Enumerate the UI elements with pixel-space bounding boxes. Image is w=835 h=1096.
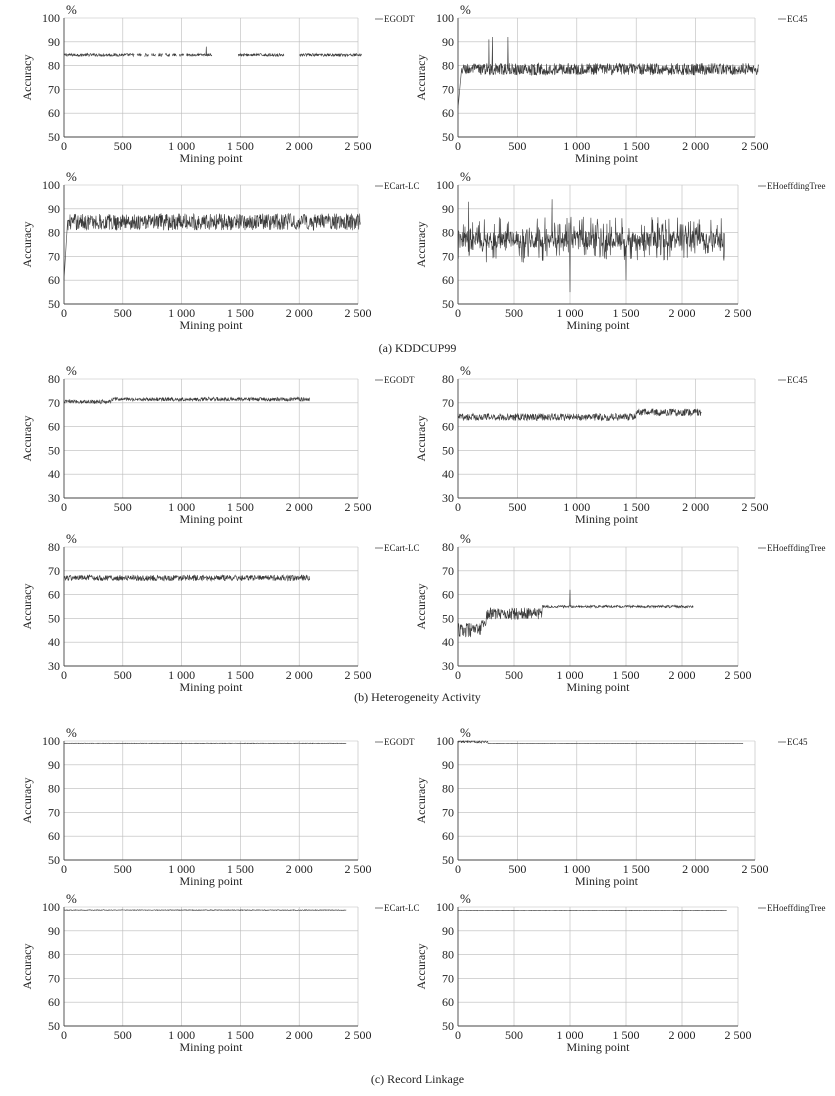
chart-b2 (414, 363, 808, 526)
x-tick-label: 1 500 (613, 1028, 640, 1042)
y-tick-label: 60 (442, 829, 454, 843)
series-line-ECart-LC (64, 214, 360, 281)
y-axis-label: Accuracy (414, 222, 428, 268)
x-tick-label: 2 000 (286, 306, 313, 320)
y-tick-label: 100 (42, 178, 60, 192)
y-tick-label: 70 (442, 82, 454, 96)
caption-record-linkage: (c) Record Linkage (0, 1072, 835, 1087)
series-line-EHoeffdingTree (458, 590, 693, 637)
y-axis-label: Accuracy (20, 222, 34, 268)
x-axis-label: Mining point (179, 1040, 243, 1054)
y-tick-label: 50 (442, 1019, 454, 1033)
y-axis-label: Accuracy (414, 944, 428, 990)
y-tick-label: 80 (48, 948, 60, 962)
legend-entry: EGODT (384, 375, 415, 385)
x-tick-label: 500 (114, 862, 132, 876)
x-tick-label: 2 000 (669, 1028, 696, 1042)
y-tick-label: 70 (442, 249, 454, 263)
y-tick-label: 100 (42, 734, 60, 748)
y-tick-label: 100 (436, 734, 454, 748)
chart-c2 (414, 725, 808, 888)
y-tick-label: 80 (442, 59, 454, 73)
unit-label: % (460, 531, 471, 546)
x-tick-label: 2 500 (725, 668, 752, 682)
x-tick-label: 500 (114, 1028, 132, 1042)
x-tick-label: 0 (455, 139, 461, 153)
chart-b3 (20, 531, 420, 694)
x-tick-label: 0 (455, 668, 461, 682)
y-axis-label: Accuracy (414, 55, 428, 101)
x-axis-label: Mining point (179, 151, 243, 165)
y-tick-label: 70 (442, 805, 454, 819)
x-axis-label: Mining point (575, 151, 639, 165)
series-line-EC45 (458, 409, 702, 421)
x-tick-label: 2 500 (345, 500, 372, 514)
y-tick-label: 50 (48, 1019, 60, 1033)
y-tick-label: 70 (442, 564, 454, 578)
x-tick-label: 1 000 (557, 1028, 584, 1042)
y-tick-label: 80 (48, 226, 60, 240)
chart-c3 (20, 891, 420, 1054)
y-tick-label: 80 (442, 948, 454, 962)
y-tick-label: 70 (48, 396, 60, 410)
y-axis-label: Accuracy (20, 944, 34, 990)
x-axis-label: Mining point (179, 318, 243, 332)
series-line-EC45 (458, 741, 743, 744)
y-axis-label: Accuracy (20, 416, 34, 462)
y-tick-label: 60 (442, 420, 454, 434)
x-tick-label: 2 500 (725, 306, 752, 320)
series-line-EGODT (64, 47, 362, 57)
y-tick-label: 70 (48, 564, 60, 578)
y-tick-label: 40 (442, 635, 454, 649)
x-tick-label: 500 (508, 862, 526, 876)
x-tick-label: 1 000 (168, 1028, 195, 1042)
y-tick-label: 50 (442, 443, 454, 457)
series-line-EC45 (458, 37, 759, 108)
x-tick-label: 500 (114, 139, 132, 153)
y-tick-label: 60 (48, 829, 60, 843)
x-tick-label: 500 (508, 500, 526, 514)
x-tick-label: 0 (61, 500, 67, 514)
legend-entry: EHoeffdingTree (767, 543, 826, 553)
legend-entry: EC45 (787, 375, 808, 385)
x-tick-label: 2 000 (286, 139, 313, 153)
x-tick-label: 2 000 (286, 862, 313, 876)
series-line-EGODT (64, 743, 346, 744)
x-tick-label: 2 000 (286, 668, 313, 682)
x-tick-label: 2 500 (345, 306, 372, 320)
y-tick-label: 90 (48, 924, 60, 938)
x-tick-label: 0 (61, 668, 67, 682)
x-tick-label: 2 000 (669, 306, 696, 320)
unit-label: % (66, 531, 77, 546)
x-tick-label: 2 500 (345, 862, 372, 876)
y-tick-label: 50 (442, 130, 454, 144)
y-tick-label: 100 (436, 11, 454, 25)
y-tick-label: 90 (442, 35, 454, 49)
x-tick-label: 500 (508, 139, 526, 153)
legend-entry: ECart-LC (384, 543, 420, 553)
y-tick-label: 80 (48, 540, 60, 554)
unit-label: % (66, 2, 77, 17)
x-tick-label: 1 500 (227, 1028, 254, 1042)
x-tick-label: 1 000 (168, 139, 195, 153)
unit-label: % (460, 363, 471, 378)
x-tick-label: 1 000 (563, 139, 590, 153)
x-tick-label: 2 500 (725, 1028, 752, 1042)
chart-c4 (414, 891, 826, 1054)
y-tick-label: 60 (442, 273, 454, 287)
y-axis-label: Accuracy (20, 584, 34, 630)
y-tick-label: 50 (48, 443, 60, 457)
y-tick-label: 70 (442, 971, 454, 985)
y-tick-label: 80 (48, 372, 60, 386)
x-tick-label: 0 (455, 500, 461, 514)
y-tick-label: 30 (442, 491, 454, 505)
y-tick-label: 50 (48, 853, 60, 867)
x-tick-label: 2 000 (669, 668, 696, 682)
x-tick-label: 0 (61, 139, 67, 153)
x-tick-label: 1 500 (613, 306, 640, 320)
x-tick-label: 1 000 (557, 668, 584, 682)
x-tick-label: 1 500 (613, 668, 640, 682)
y-tick-label: 80 (48, 782, 60, 796)
x-tick-label: 0 (455, 306, 461, 320)
x-tick-label: 1 000 (168, 668, 195, 682)
y-tick-label: 30 (48, 659, 60, 673)
x-tick-label: 0 (61, 306, 67, 320)
y-tick-label: 50 (442, 611, 454, 625)
caption-heterogeneity-activity: (b) Heterogeneity Activity (0, 690, 835, 705)
x-axis-label: Mining point (566, 318, 630, 332)
y-tick-label: 60 (442, 106, 454, 120)
x-tick-label: 2 500 (345, 668, 372, 682)
x-tick-label: 2 000 (682, 862, 709, 876)
y-tick-label: 50 (48, 297, 60, 311)
x-tick-label: 0 (61, 862, 67, 876)
y-tick-label: 30 (442, 659, 454, 673)
y-tick-label: 80 (442, 226, 454, 240)
y-tick-label: 90 (48, 758, 60, 772)
chart-a4 (414, 169, 826, 332)
y-tick-label: 100 (436, 900, 454, 914)
y-tick-label: 50 (442, 297, 454, 311)
y-tick-label: 70 (48, 805, 60, 819)
x-tick-label: 1 000 (563, 500, 590, 514)
x-tick-label: 500 (114, 306, 132, 320)
y-tick-label: 60 (48, 106, 60, 120)
x-axis-label: Mining point (179, 680, 243, 694)
x-axis-label: Mining point (179, 874, 243, 888)
x-tick-label: 1 500 (227, 668, 254, 682)
y-tick-label: 60 (48, 273, 60, 287)
x-tick-label: 2 500 (742, 862, 769, 876)
legend-entry: ECart-LC (384, 181, 420, 191)
x-tick-label: 500 (505, 306, 523, 320)
y-tick-label: 80 (442, 782, 454, 796)
x-axis-label: Mining point (575, 874, 639, 888)
legend-entry: EHoeffdingTree (767, 181, 826, 191)
legend-entry: ECart-LC (384, 903, 420, 913)
x-tick-label: 0 (61, 1028, 67, 1042)
x-tick-label: 2 500 (742, 500, 769, 514)
unit-label: % (460, 2, 471, 17)
x-tick-label: 1 000 (168, 306, 195, 320)
series-line-EHoeffdingTree (458, 199, 725, 292)
y-axis-label: Accuracy (20, 778, 34, 824)
x-axis-label: Mining point (179, 512, 243, 526)
x-tick-label: 2 000 (682, 139, 709, 153)
y-tick-label: 60 (442, 588, 454, 602)
chart-b1 (20, 363, 415, 526)
x-tick-label: 2 000 (682, 500, 709, 514)
chart-b4 (414, 531, 826, 694)
x-tick-label: 1 500 (227, 139, 254, 153)
y-tick-label: 100 (42, 11, 60, 25)
y-tick-label: 50 (48, 611, 60, 625)
unit-label: % (66, 169, 77, 184)
unit-label: % (66, 725, 77, 740)
y-tick-label: 40 (48, 467, 60, 481)
x-axis-label: Mining point (575, 512, 639, 526)
legend-entry: EGODT (384, 14, 415, 24)
y-axis-label: Accuracy (414, 416, 428, 462)
legend-entry: EC45 (787, 14, 808, 24)
y-tick-label: 70 (48, 971, 60, 985)
y-tick-label: 40 (442, 467, 454, 481)
x-tick-label: 1 000 (168, 862, 195, 876)
legend-entry: EC45 (787, 737, 808, 747)
unit-label: % (66, 363, 77, 378)
y-tick-label: 50 (442, 853, 454, 867)
y-tick-label: 70 (48, 82, 60, 96)
y-tick-label: 90 (48, 35, 60, 49)
y-axis-label: Accuracy (20, 55, 34, 101)
x-tick-label: 0 (455, 862, 461, 876)
y-tick-label: 80 (442, 540, 454, 554)
x-tick-label: 0 (455, 1028, 461, 1042)
y-tick-label: 50 (48, 130, 60, 144)
y-tick-label: 60 (442, 995, 454, 1009)
y-tick-label: 60 (48, 420, 60, 434)
x-tick-label: 500 (505, 1028, 523, 1042)
x-tick-label: 2 500 (345, 139, 372, 153)
y-tick-label: 70 (48, 249, 60, 263)
x-tick-label: 1 000 (563, 862, 590, 876)
y-tick-label: 60 (48, 588, 60, 602)
x-tick-label: 1 500 (623, 500, 650, 514)
x-tick-label: 2 000 (286, 500, 313, 514)
unit-label: % (460, 725, 471, 740)
chart-a3 (20, 169, 420, 332)
caption-kddcup99: (a) KDDCUP99 (0, 341, 835, 356)
chart-c1 (20, 725, 415, 888)
x-tick-label: 1 000 (557, 306, 584, 320)
x-tick-label: 500 (114, 668, 132, 682)
y-tick-label: 40 (48, 635, 60, 649)
chart-a2 (414, 2, 808, 165)
y-tick-label: 100 (436, 178, 454, 192)
y-tick-label: 80 (48, 59, 60, 73)
x-tick-label: 2 000 (286, 1028, 313, 1042)
x-axis-label: Mining point (566, 680, 630, 694)
x-axis-label: Mining point (566, 1040, 630, 1054)
y-tick-label: 30 (48, 491, 60, 505)
legend-entry: EHoeffdingTree (767, 903, 826, 913)
chart-a1 (20, 2, 415, 165)
y-tick-label: 90 (48, 202, 60, 216)
x-tick-label: 1 500 (623, 139, 650, 153)
x-tick-label: 2 500 (345, 1028, 372, 1042)
series-line-ECart-LC (64, 910, 346, 911)
x-tick-label: 2 500 (742, 139, 769, 153)
series-line-ECart-LC (64, 575, 310, 581)
x-tick-label: 500 (505, 668, 523, 682)
y-axis-label: Accuracy (414, 584, 428, 630)
x-tick-label: 1 500 (227, 862, 254, 876)
unit-label: % (460, 169, 471, 184)
y-tick-label: 70 (442, 396, 454, 410)
legend-entry: EGODT (384, 737, 415, 747)
unit-label: % (66, 891, 77, 906)
y-tick-label: 90 (442, 202, 454, 216)
y-tick-label: 60 (48, 995, 60, 1009)
x-tick-label: 1 500 (227, 500, 254, 514)
y-tick-label: 90 (442, 924, 454, 938)
x-tick-label: 500 (114, 500, 132, 514)
x-tick-label: 1 000 (168, 500, 195, 514)
x-tick-label: 1 500 (227, 306, 254, 320)
x-tick-label: 1 500 (623, 862, 650, 876)
unit-label: % (460, 891, 471, 906)
y-axis-label: Accuracy (414, 778, 428, 824)
y-tick-label: 80 (442, 372, 454, 386)
y-tick-label: 90 (442, 758, 454, 772)
y-tick-label: 100 (42, 900, 60, 914)
